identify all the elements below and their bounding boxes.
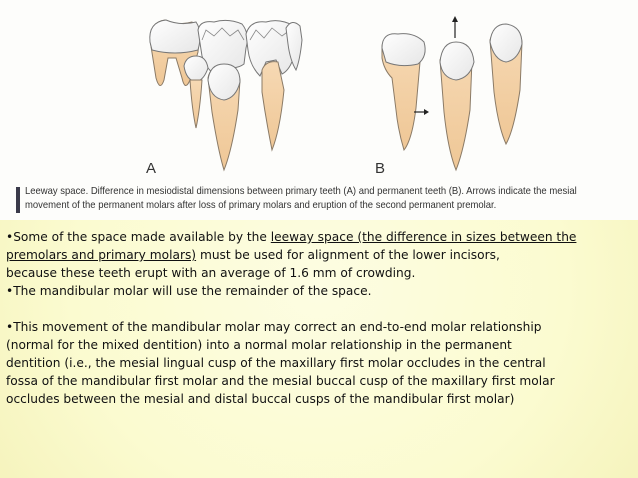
caption-line-2: movement of the permanent molars after loss of primary molars and eruption of the second permanent premolar. [25, 200, 497, 211]
paragraph-leeway-space [6, 228, 631, 300]
paragraph1-line-4: •The mandibular molar will use the remainder of the space. [6, 284, 372, 298]
paragraph1-line-1 [6, 228, 631, 246]
paragraph2-line-5: occludes between the mesial and distal buccal cusps of the mandibular first molar) [6, 392, 515, 406]
figure-label-a: A [146, 160, 157, 177]
caption-line-1: Leeway space. Difference in mesiodistal dimensions between primary teeth (A) and permanent teeth (B). Arrows indicate the mesial [25, 186, 577, 197]
paragraph1-line-2 [6, 246, 631, 264]
paragraph2-line-4: fossa of the mandibular first molar and the mesial buccal cusp of the maxillary first molar [6, 374, 555, 388]
permanent-teeth-group-b [382, 16, 522, 170]
paragraph2-line-1: •This movement of the mandibular molar may correct an end-to-end molar relationship [6, 320, 542, 334]
paragraph-molar-movement [6, 318, 631, 408]
paragraph1-line-2-text: must be used for alignment of the lower incisors, [196, 248, 500, 262]
teeth-figure [0, 0, 638, 220]
figure-caption [25, 185, 592, 213]
leeway-space-link[interactable]: leeway space (the difference in sizes between the [270, 230, 577, 244]
caption-accent-bar [16, 187, 20, 213]
paragraph1-line-1-text: •Some of the space made available by the [6, 230, 271, 244]
paragraph2-line-2: (normal for the mixed dentition) into a normal molar relationship in the permanent [6, 338, 512, 352]
figure-label-b: B [375, 160, 386, 177]
paragraph1-line-3: because these teeth erupt with an average of 1.6 mm of crowding. [6, 266, 416, 280]
paragraph2-line-3: dentition (i.e., the mesial lingual cusp of the maxillary first molar occludes in the central [6, 356, 546, 370]
leeway-space-link-cont[interactable]: premolars and primary molars) [6, 248, 197, 262]
primary-teeth-group-a [150, 20, 302, 170]
